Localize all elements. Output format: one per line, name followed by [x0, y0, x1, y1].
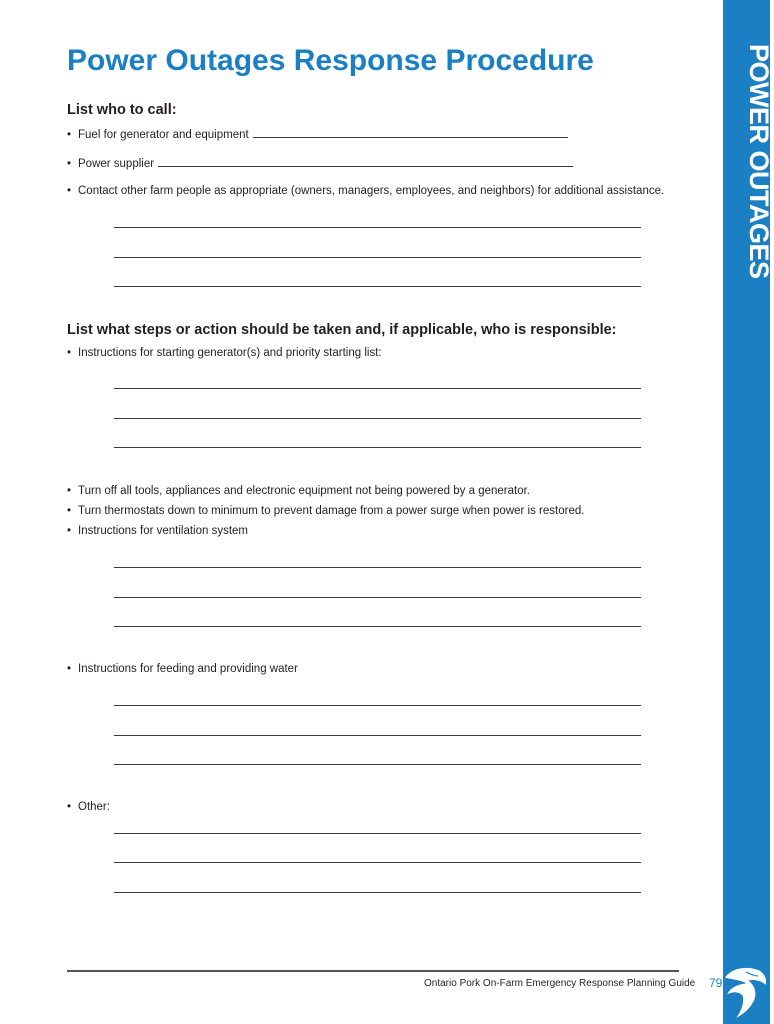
fill-in-line[interactable]	[253, 126, 568, 138]
list-item-label: Fuel for generator and equipment	[78, 129, 249, 141]
list-item-power-supplier	[67, 155, 573, 170]
page-title: Power Outages Response Procedure	[67, 44, 594, 77]
section-heading-steps: List what steps or action should be taken and, if applicable, who is responsible:	[67, 322, 617, 338]
list-item-feeding-water	[67, 663, 298, 675]
bullet: •	[67, 663, 72, 675]
list-item-label: Instructions for starting generator(s) and priority starting list:	[78, 347, 382, 359]
list-item-label: Power supplier	[78, 158, 155, 170]
fill-in-line[interactable]	[114, 567, 641, 568]
list-item-contact-others	[67, 185, 664, 197]
bullet: •	[67, 525, 72, 537]
fill-in-line[interactable]	[114, 388, 641, 389]
page-number: 79	[709, 976, 723, 990]
list-item-generator-instructions	[67, 347, 382, 359]
footer-rule	[67, 970, 679, 972]
bullet: •	[67, 485, 72, 497]
list-item-label: Other:	[78, 801, 110, 813]
list-item-other	[67, 801, 110, 813]
fill-in-line[interactable]	[114, 892, 641, 893]
fill-in-line[interactable]	[158, 155, 573, 167]
list-item-fuel	[67, 126, 568, 141]
fill-in-line[interactable]	[114, 764, 641, 765]
list-item-label: Turn thermostats down to minimum to prevent damage from a power surge when power is restored.	[78, 505, 585, 517]
side-tab-label: POWER OUTAGES	[744, 44, 774, 279]
footer-guide-title: Ontario Pork On-Farm Emergency Response Planning Guide	[424, 978, 696, 989]
bullet: •	[67, 158, 72, 170]
fill-in-line[interactable]	[114, 447, 641, 448]
ontario-pork-logo-icon	[716, 952, 770, 1024]
fill-in-line[interactable]	[114, 705, 641, 706]
list-item-label: Instructions for ventilation system	[78, 525, 249, 537]
fill-in-line[interactable]	[114, 626, 641, 627]
fill-in-line[interactable]	[114, 597, 641, 598]
section-heading-who-to-call: List who to call:	[67, 102, 177, 118]
fill-in-line[interactable]	[114, 735, 641, 736]
bullet: •	[67, 505, 72, 517]
fill-in-line[interactable]	[114, 286, 641, 287]
list-item-label: Turn off all tools, appliances and electronic equipment not being powered by a generator.	[78, 485, 530, 497]
list-item-thermostats	[67, 505, 584, 517]
bullet: •	[67, 347, 72, 359]
fill-in-line[interactable]	[114, 227, 641, 228]
fill-in-line[interactable]	[114, 862, 641, 863]
list-item-turn-off-tools	[67, 485, 530, 497]
bullet: •	[67, 185, 72, 197]
list-item-ventilation	[67, 525, 248, 537]
fill-in-line[interactable]	[114, 833, 641, 834]
list-item-label: Contact other farm people as appropriate (owners, managers, employees, and neighbors) for additional assistance.	[78, 185, 665, 197]
list-item-label: Instructions for feeding and providing water	[78, 663, 298, 675]
bullet: •	[67, 129, 72, 141]
fill-in-line[interactable]	[114, 257, 641, 258]
fill-in-line[interactable]	[114, 418, 641, 419]
bullet: •	[67, 801, 72, 813]
